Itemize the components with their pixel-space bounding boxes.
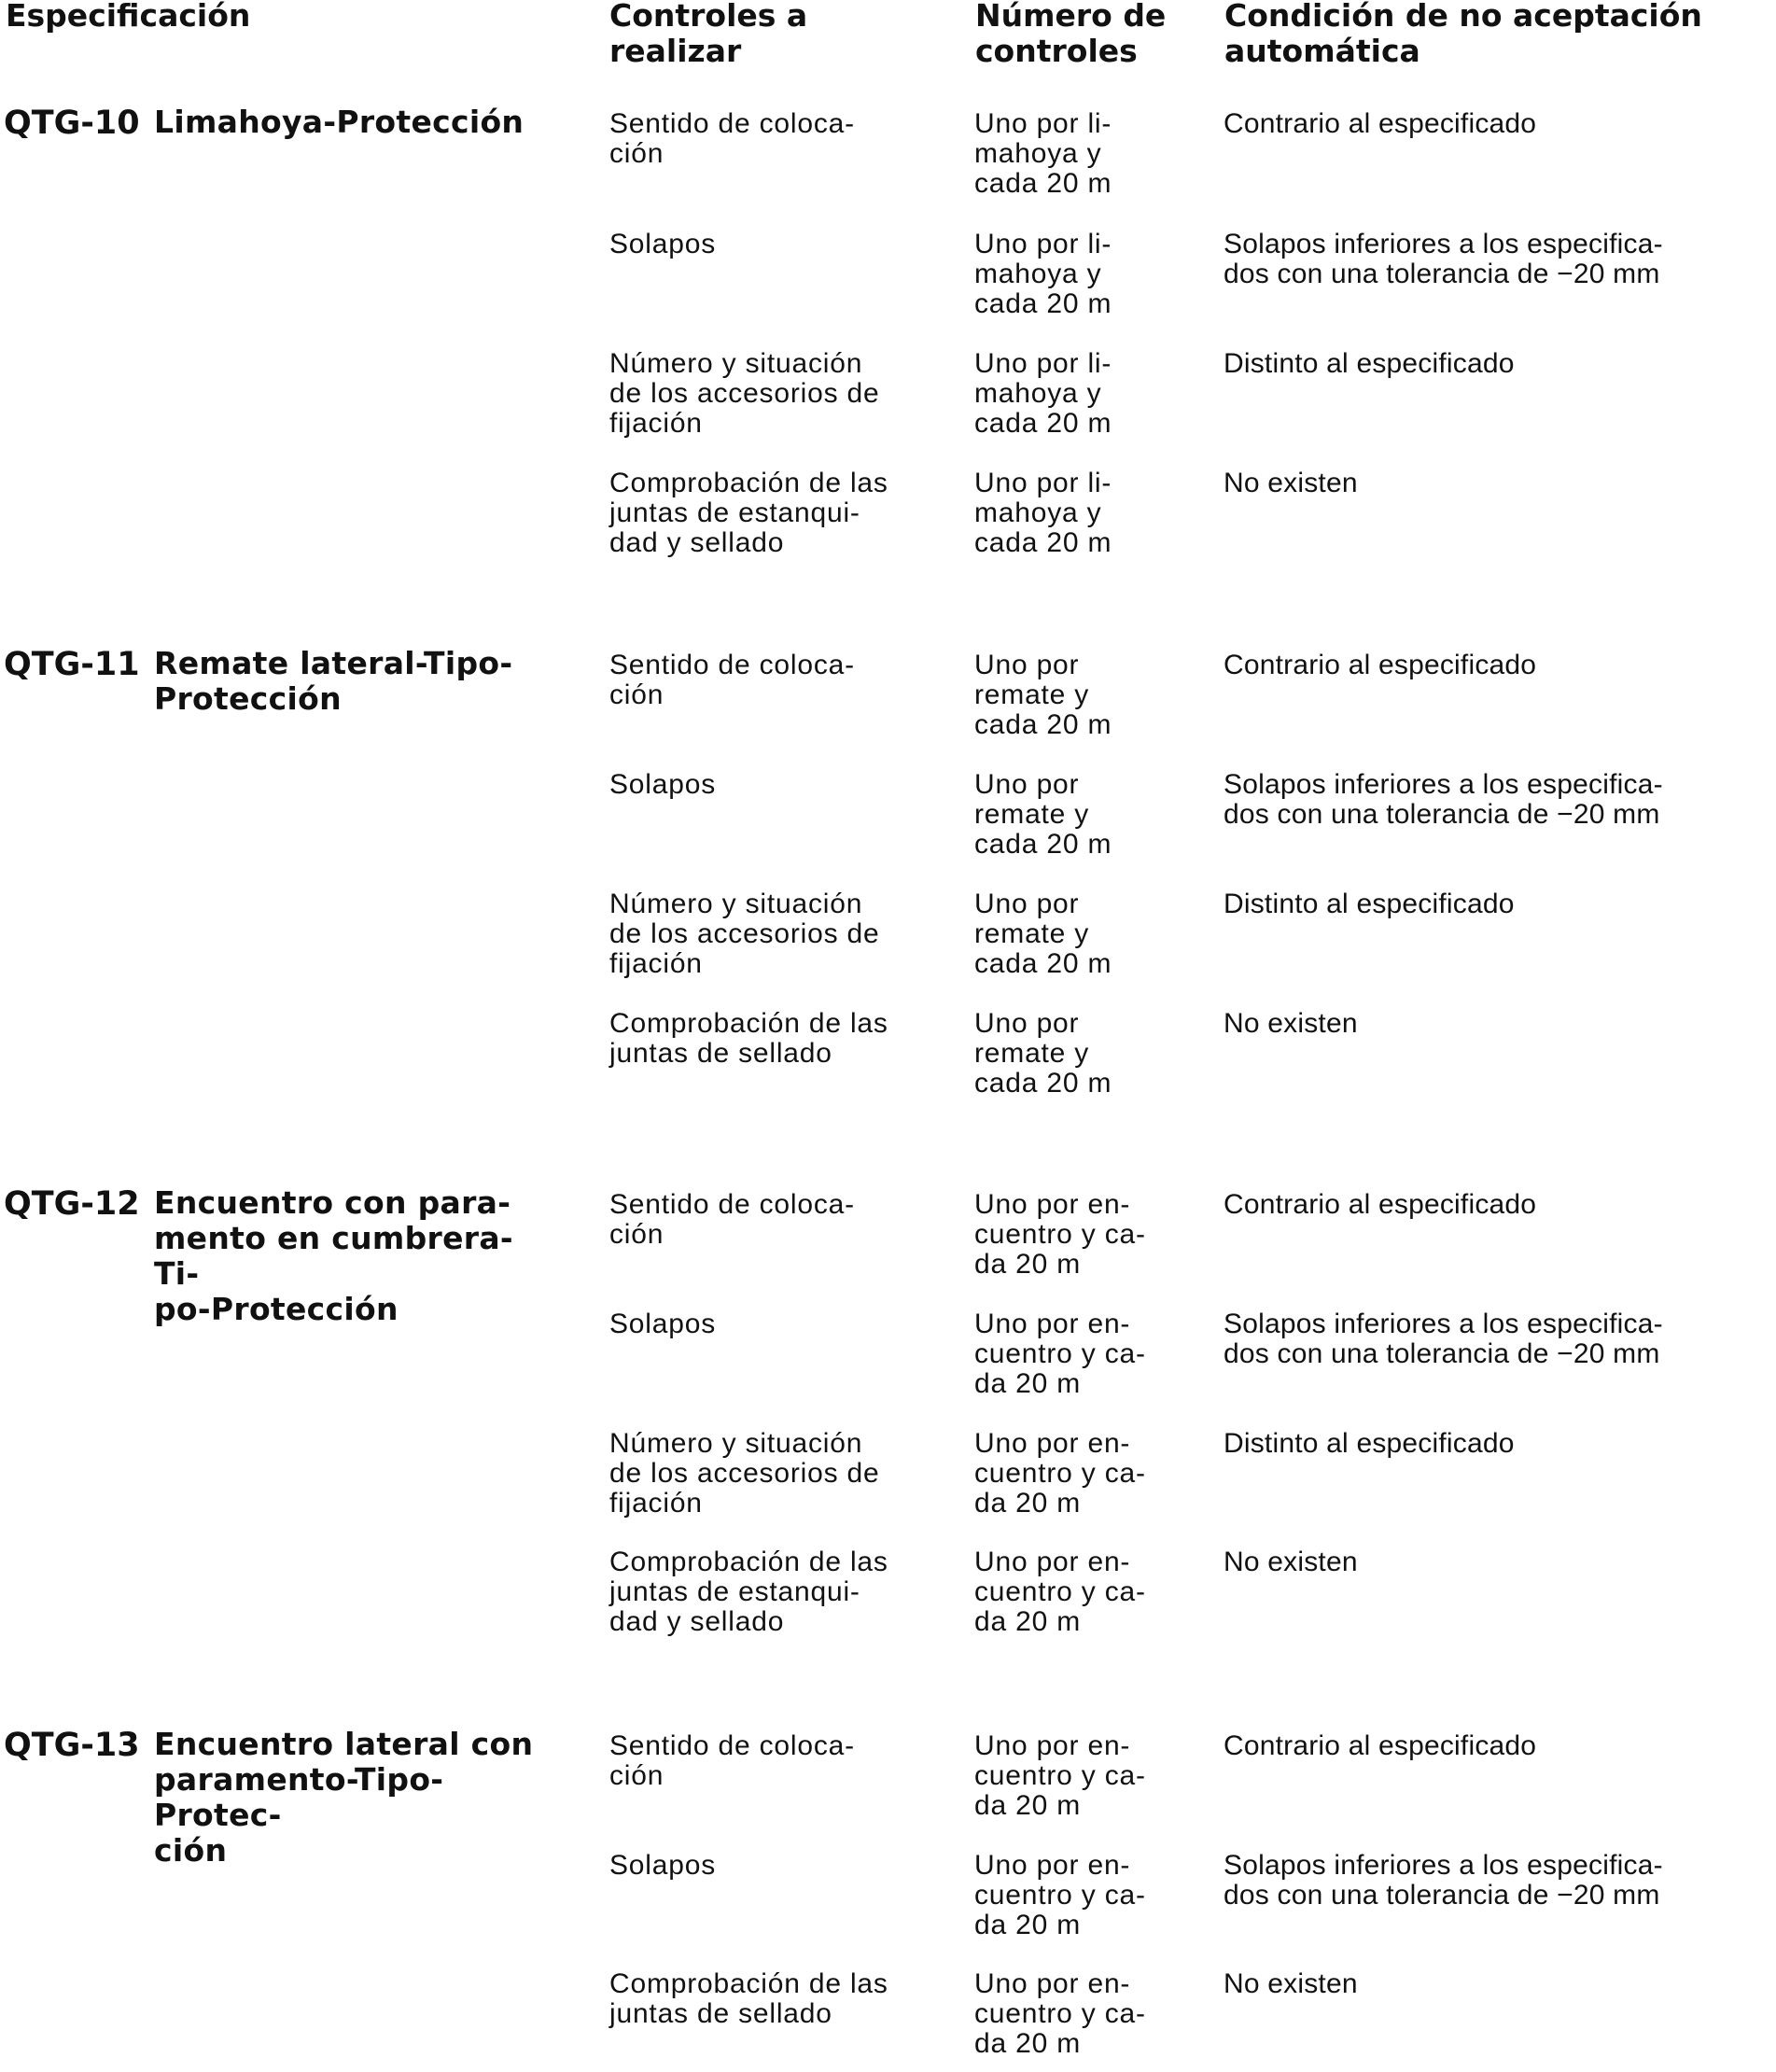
condition-cell: Solapos inferiores a los especifica- dos con una tolerancia de −20 mm xyxy=(1224,229,1663,289)
header-controles: Controles a realizar xyxy=(609,0,808,69)
control-cell: Comprobación de las juntas de estanqui- dad y sellado xyxy=(609,468,888,558)
condition-cell: Contrario al especificado xyxy=(1224,650,1537,680)
condition-cell: No existen xyxy=(1224,1008,1358,1039)
number-cell: Uno por li- mahoya y cada 20 m xyxy=(974,348,1112,439)
spec-title: Encuentro con para- mento en cumbrera-Ti- po-Protección xyxy=(154,1184,513,1327)
condition-cell: Solapos inferiores a los especifica- dos con una tolerancia de −20 mm xyxy=(1224,1850,1663,1911)
header-condicion: Condición de no aceptación automática xyxy=(1224,0,1702,69)
control-cell: Sentido de coloca- ción xyxy=(609,650,855,710)
number-cell: Uno por remate y cada 20 m xyxy=(974,889,1112,979)
control-cell: Solapos xyxy=(609,229,717,259)
control-cell: Solapos xyxy=(609,769,717,800)
header-numero-controles: Número de controles xyxy=(975,0,1167,69)
control-cell: Comprobación de las juntas de estanqui- dad y sellado xyxy=(609,1547,888,1637)
table-row xyxy=(0,889,1776,992)
number-cell: Uno por en- cuentro y ca- da 20 m xyxy=(974,1730,1146,1821)
control-cell: Solapos xyxy=(609,1850,717,1881)
table-row xyxy=(0,1851,1776,1953)
condition-cell: Distinto al especificado xyxy=(1224,889,1515,919)
condition-cell: Distinto al especificado xyxy=(1224,348,1515,379)
table-row xyxy=(0,1731,1776,1834)
table-row xyxy=(0,1547,1776,1650)
number-cell: Uno por li- mahoya y cada 20 m xyxy=(974,468,1112,558)
spec-code: QTG-10 xyxy=(4,105,140,142)
table-row xyxy=(0,651,1776,753)
control-cell: Número y situación de los accesorios de fijación xyxy=(609,889,880,979)
table-row xyxy=(0,230,1776,332)
spec-code: QTG-12 xyxy=(4,1185,140,1223)
table-row xyxy=(0,349,1776,452)
control-cell: Comprobación de las juntas de sellado xyxy=(609,1008,888,1069)
condition-cell: Contrario al especificado xyxy=(1224,108,1537,139)
table-row xyxy=(0,1309,1776,1412)
number-cell: Uno por remate y cada 20 m xyxy=(974,650,1112,740)
condition-cell: No existen xyxy=(1224,468,1358,498)
number-cell: Uno por remate y cada 20 m xyxy=(974,1008,1112,1099)
table-row xyxy=(0,469,1776,571)
number-cell: Uno por en- cuentro y ca- da 20 m xyxy=(974,1428,1146,1519)
condition-cell: Solapos inferiores a los especifica- dos con una tolerancia de −20 mm xyxy=(1224,769,1663,830)
number-cell: Uno por remate y cada 20 m xyxy=(974,769,1112,860)
control-cell: Sentido de coloca- ción xyxy=(609,1730,855,1791)
control-cell: Sentido de coloca- ción xyxy=(609,1189,855,1250)
condition-cell: Distinto al especificado xyxy=(1224,1428,1515,1459)
number-cell: Uno por li- mahoya y cada 20 m xyxy=(974,108,1112,199)
control-cell: Número y situación de los accesorios de fijación xyxy=(609,348,880,439)
number-cell: Uno por en- cuentro y ca- da 20 m xyxy=(974,1547,1146,1637)
table-row xyxy=(0,1190,1776,1293)
table-row xyxy=(0,1429,1776,1532)
spec-title: Remate lateral-Tipo- Protección xyxy=(154,645,513,717)
table-row xyxy=(0,109,1776,212)
condition-cell: Contrario al especificado xyxy=(1224,1189,1537,1220)
number-cell: Uno por en- cuentro y ca- da 20 m xyxy=(974,1968,1146,2059)
control-cell: Número y situación de los accesorios de fijación xyxy=(609,1428,880,1519)
condition-cell: Contrario al especificado xyxy=(1224,1730,1537,1761)
number-cell: Uno por en- cuentro y ca- da 20 m xyxy=(974,1189,1146,1280)
control-cell: Comprobación de las juntas de sellado xyxy=(609,1968,888,2029)
control-cell: Sentido de coloca- ción xyxy=(609,108,855,169)
spec-title: Limahoya-Protección xyxy=(154,104,524,140)
table-row xyxy=(0,1009,1776,1112)
number-cell: Uno por en- cuentro y ca- da 20 m xyxy=(974,1309,1146,1399)
number-cell: Uno por li- mahoya y cada 20 m xyxy=(974,229,1112,319)
number-cell: Uno por en- cuentro y ca- da 20 m xyxy=(974,1850,1146,1940)
condition-cell: Solapos inferiores a los especifica- dos con una tolerancia de −20 mm xyxy=(1224,1309,1663,1369)
condition-cell: No existen xyxy=(1224,1968,1358,1999)
spec-code: QTG-13 xyxy=(4,1727,140,1764)
spec-code: QTG-11 xyxy=(4,646,140,683)
header-especificacion: Especificación xyxy=(6,0,251,34)
control-cell: Solapos xyxy=(609,1309,717,1339)
condition-cell: No existen xyxy=(1224,1547,1358,1577)
spec-title: Encuentro lateral con paramento-Tipo-Protec- ción xyxy=(154,1726,534,1869)
table-row xyxy=(0,770,1776,873)
